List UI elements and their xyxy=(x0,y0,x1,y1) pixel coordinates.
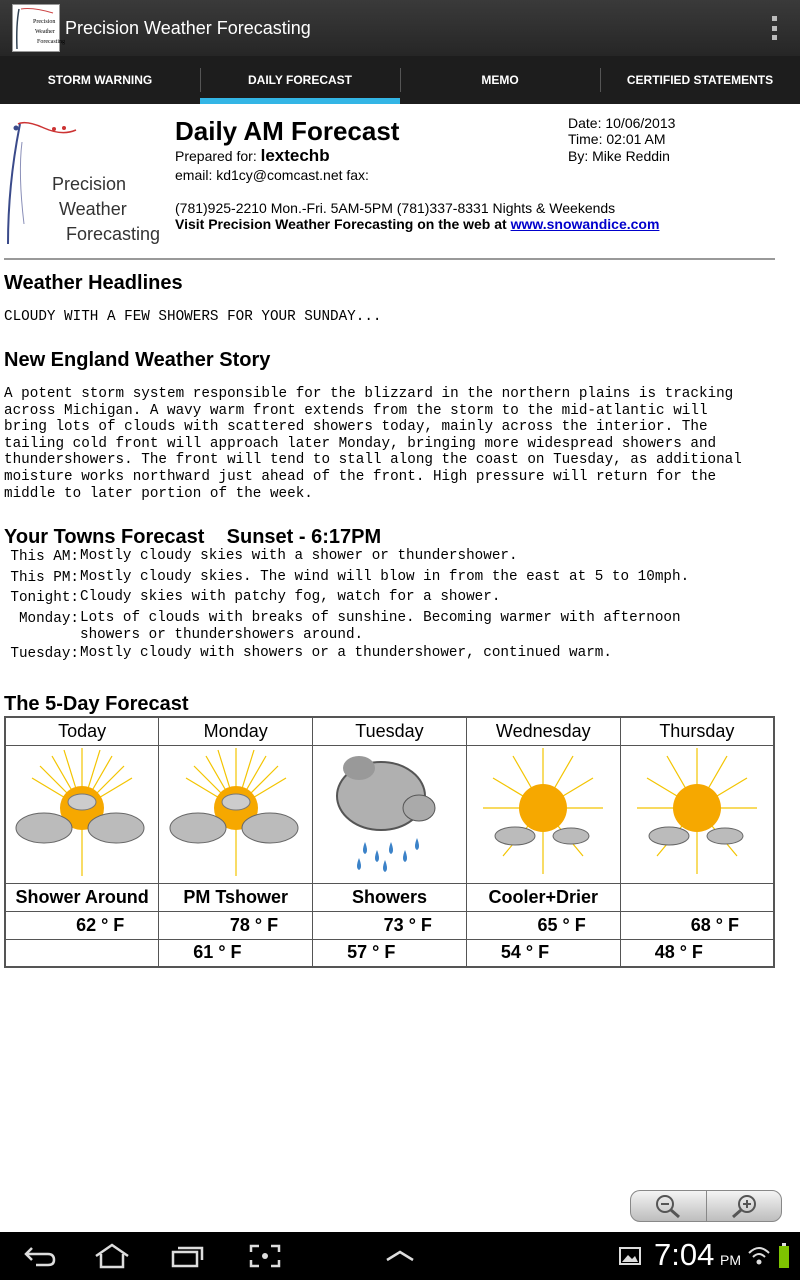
svg-text:Weather: Weather xyxy=(35,29,55,35)
high-temp: 68 ° F xyxy=(620,911,774,939)
prepared-label: Prepared for: xyxy=(175,148,261,164)
zoom-in-icon[interactable] xyxy=(706,1191,782,1221)
list-item xyxy=(6,569,689,588)
svg-text:Forecasting: Forecasting xyxy=(37,39,65,45)
period-label: Tuesday: xyxy=(10,646,79,662)
forecast-desc: Cooler+Drier xyxy=(466,883,620,911)
period-label: Monday: xyxy=(18,610,79,627)
day-header: Monday xyxy=(159,717,313,745)
five-day-heading: The 5-Day Forecast xyxy=(4,693,189,715)
chevron-up-icon[interactable] xyxy=(380,1240,420,1272)
svg-text:Precision: Precision xyxy=(33,19,56,25)
low-temp: 54 ° F xyxy=(466,939,620,967)
list-item xyxy=(6,610,689,644)
tab-daily-forecast[interactable]: DAILY FORECAST xyxy=(200,56,400,104)
logo-text-line2: Weather xyxy=(59,199,127,219)
visit-line xyxy=(175,216,659,232)
icon-row xyxy=(5,745,774,883)
period-text: Mostly cloudy with showers or a thundershower, continued warm. xyxy=(80,645,612,661)
period-text: Lots of clouds with breaks of sunshine. Becoming warmer with afternoon showers or thundershowers around. xyxy=(80,609,681,643)
period-text: Cloudy skies with patchy fog, watch for a shower. xyxy=(80,589,501,605)
high-temp: 78 ° F xyxy=(159,911,313,939)
zoom-controls xyxy=(630,1190,782,1222)
screenshot-icon[interactable] xyxy=(245,1240,285,1272)
email-line: email: kd1cy@comcast.net fax: xyxy=(175,167,369,183)
desc-row xyxy=(5,883,774,911)
recent-apps-icon[interactable] xyxy=(167,1240,207,1272)
page-title: Daily AM Forecast xyxy=(175,116,400,146)
headlines-text: CLOUDY WITH A FEW SHOWERS FOR YOUR SUNDAY... xyxy=(4,309,382,325)
prepared-name: lextechb xyxy=(260,146,330,165)
low-temp: 48 ° F xyxy=(620,939,774,967)
day-row xyxy=(5,717,774,745)
overflow-menu-icon[interactable] xyxy=(770,16,778,40)
high-temp: 62 ° F xyxy=(5,911,159,939)
low-temp-row xyxy=(5,939,774,967)
list-item xyxy=(6,548,689,567)
status-ampm: PM xyxy=(720,1252,741,1268)
sunset-time: Sunset - 6:17PM xyxy=(226,526,382,548)
forecast-date: Date: 10/06/2013 xyxy=(568,115,676,131)
towns-forecast-list xyxy=(6,548,689,666)
home-icon[interactable] xyxy=(90,1240,134,1272)
visit-text: Visit Precision Weather Forecasting on the web at xyxy=(175,216,511,232)
forecast-content[interactable] xyxy=(0,104,800,1232)
five-day-table xyxy=(4,716,775,968)
phone-line: (781)925-2210 Mon.-Fri. 5AM-5PM (781)337-8331 Nights & Weekends xyxy=(175,200,616,216)
logo-text-line1: Precision xyxy=(52,174,127,194)
day-header: Tuesday xyxy=(313,717,467,745)
header-divider xyxy=(4,258,775,260)
website-link[interactable]: www.snowandice.com xyxy=(510,216,660,232)
period-label: Tonight: xyxy=(10,590,79,606)
towns-heading xyxy=(4,526,381,549)
weather-icon-cell xyxy=(313,745,467,883)
low-temp: 57 ° F xyxy=(313,939,467,967)
period-label: This PM: xyxy=(10,569,79,586)
forecast-desc: Shower Around xyxy=(5,883,159,911)
sun-behind-clouds-icon xyxy=(166,746,306,878)
day-header: Wednesday xyxy=(466,717,620,745)
forecast-time: Time: 02:01 AM xyxy=(568,131,666,147)
period-text: Mostly cloudy skies with a shower or thundershower. xyxy=(80,548,518,564)
headlines-heading: Weather Headlines xyxy=(4,272,183,294)
story-text: A potent storm system responsible for the blizzard in the northern plains is tracking across Michigan. A wavy warm front extends from the storm to the mid-atlantic will bring lots of clouds with scattered showers today, mainly across the interior. The tailing cold front will approach later Monday, bringing more widespread showers and thundershowers. The front will tend to stall along the coast on Tuesday, as additional moisture works northward just ahead of the front. High pressure will return for the middle to later portion of the week. xyxy=(4,386,742,502)
list-item xyxy=(6,645,689,664)
sun-small-clouds-icon xyxy=(473,746,613,878)
gallery-notification-icon xyxy=(617,1240,643,1272)
system-nav-bar xyxy=(0,1232,800,1280)
weather-icon-cell xyxy=(620,745,774,883)
towns-title: Your Towns Forecast xyxy=(4,526,205,548)
forecast-desc: Showers xyxy=(313,883,467,911)
weather-icon-cell xyxy=(159,745,313,883)
low-temp xyxy=(5,939,159,967)
high-temp: 73 ° F xyxy=(313,911,467,939)
status-clock: 7:04 xyxy=(654,1237,715,1272)
company-logo xyxy=(4,114,161,252)
tab-bar xyxy=(0,56,800,104)
list-item xyxy=(6,589,689,608)
back-icon[interactable] xyxy=(20,1240,60,1272)
app-title: Precision Weather Forecasting xyxy=(65,17,311,38)
sun-small-clouds-icon xyxy=(627,746,767,878)
logo-text-line3: Forecasting xyxy=(66,224,161,244)
period-label: This AM: xyxy=(10,549,79,565)
app-logo-icon xyxy=(12,4,65,52)
forecast-desc: PM Tshower xyxy=(159,883,313,911)
day-header: Today xyxy=(5,717,159,745)
tab-certified-statements[interactable]: CERTIFIED STATEMENTS xyxy=(600,56,800,104)
forecast-desc xyxy=(620,883,774,911)
forecast-author: By: Mike Reddin xyxy=(568,148,670,164)
tab-storm-warning[interactable]: STORM WARNING xyxy=(47,73,153,87)
period-text: Mostly cloudy skies. The wind will blow in from the east at 5 to 10mph. xyxy=(80,568,690,585)
action-bar xyxy=(0,0,800,56)
sun-behind-clouds-icon xyxy=(12,746,152,878)
tab-memo[interactable]: MEMO xyxy=(400,56,600,104)
wifi-icon xyxy=(746,1240,772,1272)
high-temp-row xyxy=(5,911,774,939)
prepared-for xyxy=(175,146,330,166)
zoom-out-icon[interactable] xyxy=(631,1191,706,1221)
high-temp: 65 ° F xyxy=(466,911,620,939)
weather-icon-cell xyxy=(466,745,620,883)
rain-cloud-icon xyxy=(319,746,459,878)
weather-icon-cell xyxy=(5,745,159,883)
low-temp: 61 ° F xyxy=(159,939,313,967)
battery-icon xyxy=(776,1240,792,1272)
day-header: Thursday xyxy=(620,717,774,745)
story-heading: New England Weather Story xyxy=(4,349,271,371)
